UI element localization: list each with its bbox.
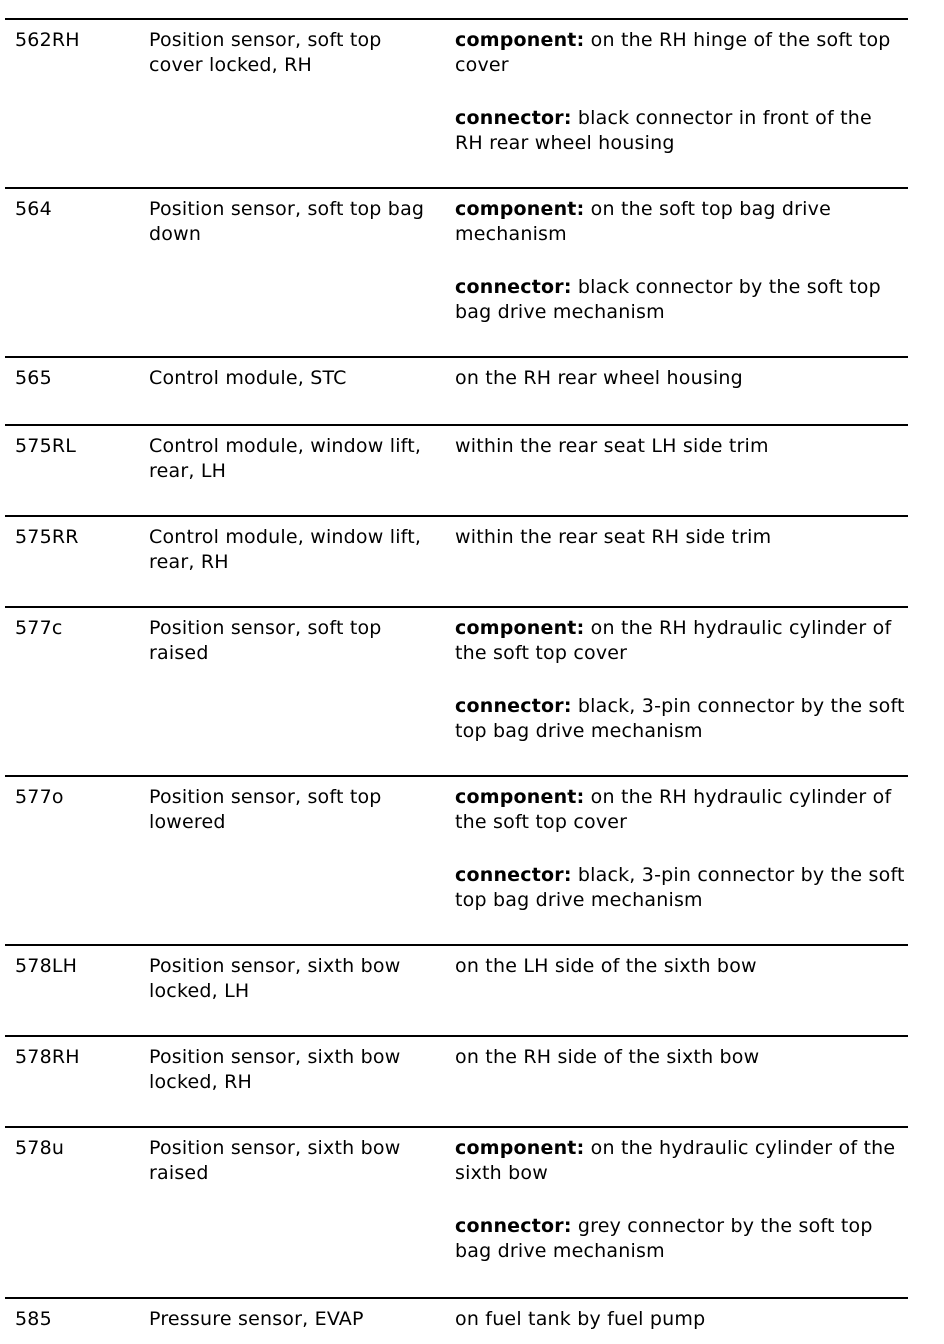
row-divider <box>5 1126 908 1128</box>
location-label: component: <box>455 198 585 220</box>
table-row <box>0 1035 944 1126</box>
location-text: within the rear seat RH side trim <box>455 526 772 548</box>
location-paragraph <box>455 694 905 743</box>
location-text: grey connector by the soft top bag drive mechanism <box>455 1215 873 1262</box>
component-name: Pressure sensor, EVAP <box>149 1308 364 1330</box>
component-location <box>455 1045 905 1070</box>
location-paragraph <box>455 1045 905 1070</box>
location-paragraph <box>455 525 905 550</box>
component-code: 578RH <box>15 1046 80 1068</box>
location-text: black connector by the soft top bag drive mechanism <box>455 276 881 323</box>
component-code: 585 <box>15 1308 52 1330</box>
location-text: on the RH rear wheel housing <box>455 367 743 389</box>
row-divider <box>5 1035 908 1037</box>
row-divider <box>5 424 908 426</box>
location-text: on the RH side of the sixth bow <box>455 1046 760 1068</box>
table-row <box>0 18 944 187</box>
component-name: Position sensor, sixth bow locked, LH <box>149 955 401 1002</box>
component-name: Position sensor, soft top cover locked, RH <box>149 29 382 76</box>
row-divider <box>5 515 908 517</box>
location-label: connector: <box>455 1215 572 1237</box>
component-name: Position sensor, soft top bag down <box>149 198 425 245</box>
location-text: on the RH hinge of the soft top cover <box>455 29 891 76</box>
location-text: black, 3-pin connector by the soft top bag drive mechanism <box>455 864 905 911</box>
row-divider <box>5 18 908 20</box>
component-name: Control module, window lift, rear, RH <box>149 526 422 573</box>
table-row <box>0 424 944 515</box>
component-code: 577o <box>15 786 64 808</box>
component-name: Position sensor, soft top lowered <box>149 786 382 833</box>
row-divider <box>5 356 908 358</box>
table-row <box>0 356 944 424</box>
row-divider <box>5 187 908 189</box>
location-paragraph <box>455 434 905 459</box>
table-row <box>0 1297 944 1344</box>
location-text: black connector in front of the RH rear wheel housing <box>455 107 872 154</box>
location-label: component: <box>455 29 585 51</box>
location-label: component: <box>455 1137 585 1159</box>
component-name: Control module, STC <box>149 367 347 389</box>
location-paragraph <box>455 1214 905 1263</box>
component-location <box>455 525 905 550</box>
location-label: connector: <box>455 276 572 298</box>
component-location <box>455 954 905 979</box>
component-location <box>455 1307 905 1332</box>
row-divider <box>5 606 908 608</box>
location-paragraph <box>455 954 905 979</box>
table-row <box>0 515 944 606</box>
location-text: on the RH hydraulic cylinder of the soft top cover <box>455 617 892 664</box>
component-code: 578LH <box>15 955 78 977</box>
table-row <box>0 606 944 775</box>
table-row <box>0 944 944 1035</box>
component-name: Position sensor, sixth bow locked, RH <box>149 1046 401 1093</box>
row-divider <box>5 944 908 946</box>
location-paragraph <box>455 1307 905 1332</box>
location-paragraph <box>455 1136 905 1185</box>
row-divider <box>5 775 908 777</box>
location-label: connector: <box>455 695 572 717</box>
component-name: Control module, window lift, rear, LH <box>149 435 422 482</box>
component-location <box>455 366 905 391</box>
location-paragraph <box>455 366 905 391</box>
location-paragraph <box>455 785 905 834</box>
location-text: on fuel tank by fuel pump <box>455 1308 706 1330</box>
table-row <box>0 187 944 356</box>
location-text: on the RH hydraulic cylinder of the soft top cover <box>455 786 892 833</box>
location-label: connector: <box>455 864 572 886</box>
component-code: 564 <box>15 198 52 220</box>
location-label: component: <box>455 786 585 808</box>
component-code: 575RL <box>15 435 77 457</box>
component-code: 565 <box>15 367 52 389</box>
component-location <box>455 434 905 459</box>
component-code: 575RR <box>15 526 79 548</box>
location-text: on the soft top bag drive mechanism <box>455 198 831 245</box>
component-code: 578u <box>15 1137 65 1159</box>
component-name: Position sensor, soft top raised <box>149 617 382 664</box>
component-code: 577c <box>15 617 63 639</box>
component-location <box>455 785 905 912</box>
location-label: connector: <box>455 107 572 129</box>
component-location <box>455 1136 905 1263</box>
component-location <box>455 197 905 324</box>
location-paragraph <box>455 863 905 912</box>
location-label: component: <box>455 617 585 639</box>
location-paragraph <box>455 197 905 246</box>
location-paragraph <box>455 616 905 665</box>
location-paragraph <box>455 275 905 324</box>
component-location <box>455 28 905 155</box>
location-text: on the LH side of the sixth bow <box>455 955 757 977</box>
component-code: 562RH <box>15 29 80 51</box>
component-location <box>455 616 905 743</box>
location-paragraph <box>455 28 905 77</box>
location-text: black, 3-pin connector by the soft top bag drive mechanism <box>455 695 905 742</box>
location-paragraph <box>455 106 905 155</box>
location-text: on the hydraulic cylinder of the sixth bow <box>455 1137 896 1184</box>
table-row <box>0 775 944 944</box>
row-divider <box>5 1297 908 1299</box>
component-name: Position sensor, sixth bow raised <box>149 1137 401 1184</box>
location-text: within the rear seat LH side trim <box>455 435 769 457</box>
table-row <box>0 1126 944 1297</box>
